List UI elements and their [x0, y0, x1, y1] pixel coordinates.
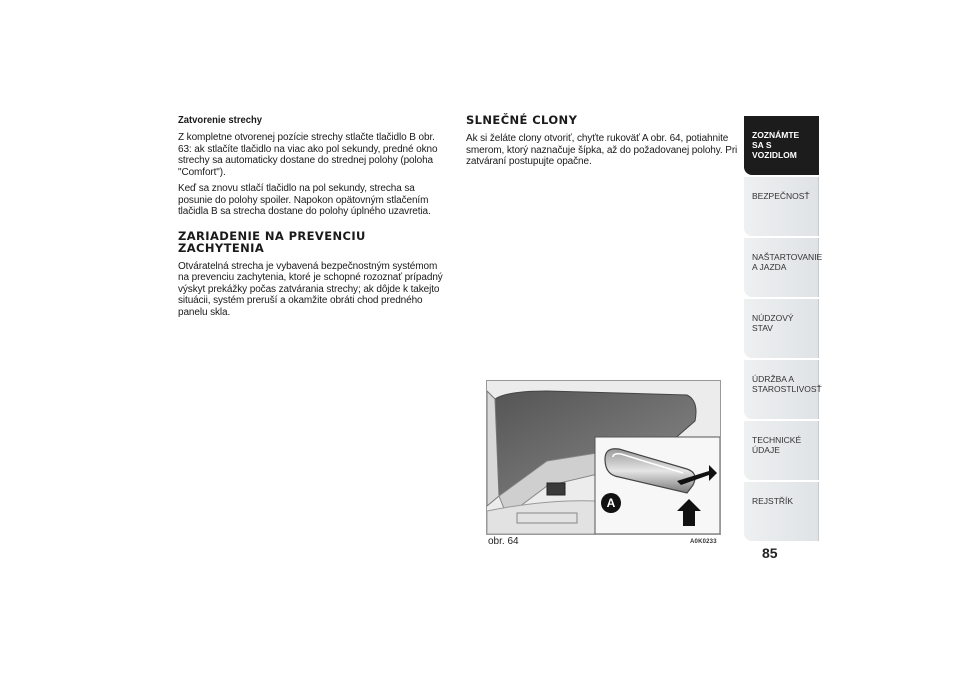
section-heading-sun-visors: SLNEČNÉ CLONY	[466, 113, 578, 127]
right-column	[466, 114, 738, 173]
tab-rejstrik[interactable]: REJSTŘÍK	[744, 482, 819, 541]
sun-visor-illustration	[487, 381, 720, 534]
label-a: A	[606, 496, 616, 510]
paragraph-sun-visors: Ak si želáte clony otvoriť, chyťte rukoväť A obr. 64, potiahnite smerom, ktorý naznačuje šípka, až do požadovanej polohy. Pri zatváraní postupujte opačne.	[466, 133, 738, 167]
subsection-title: Zatvorenie strechy	[178, 114, 263, 126]
page-number: 85	[762, 545, 778, 561]
tab-nudzovy-stav[interactable]: NÚDZOVÝ STAV	[744, 299, 819, 358]
figure-code: A0K0233	[690, 539, 717, 545]
figure-caption: obr. 64	[488, 536, 519, 547]
tab-udrzba[interactable]: ÚDRŽBA A STAROSTLIVOSŤ	[744, 360, 819, 419]
tab-technicke-udaje[interactable]: TECHNICKÉ ÚDAJE	[744, 421, 819, 480]
figure-sun-visor	[486, 380, 721, 535]
paragraph-anti-pinch: Otváratelná strecha je vybavená bezpečnostným systémom na prevenciu zachytenia, ktoré je schopné rozoznať prípadný výskyt prekážky počas zatvárania strechy; ak dôjde k takejto situácii, systém preruší a okamžite obráti chod predného panelu skla.	[178, 260, 443, 318]
paragraph-closing-1: Z kompletne otvorenej pozície strechy stlačte tlačidlo B obr. 63: ak stlačíte tlačidlo na viac ako pol sekundy, predné okno strechy sa automaticky dostane do strednej polohy (poloha "Comfort").	[178, 132, 438, 178]
tab-nastartovanie[interactable]: NAŠTARTOVANIE A JAZDA	[744, 238, 819, 297]
paragraph-closing-2: Keď sa znovu stlačí tlačidlo na pol sekundy, strecha sa posunie do polohy spoiler. Napokon opätovným stlačením tlačidla B sa strecha dostane do polohy úplného uzavretia.	[178, 183, 431, 217]
tab-zoznamte-sa[interactable]: ZOZNÁMTE SA S VOZIDLOM	[744, 116, 819, 175]
tab-bezpecnost[interactable]: BEZPEČNOSŤ	[744, 177, 819, 236]
left-column	[178, 114, 448, 323]
section-heading-anti-pinch: ZARIADENIE NA PREVENCIU ZACHYTENIA	[178, 228, 366, 255]
chapter-tabs	[744, 116, 823, 543]
